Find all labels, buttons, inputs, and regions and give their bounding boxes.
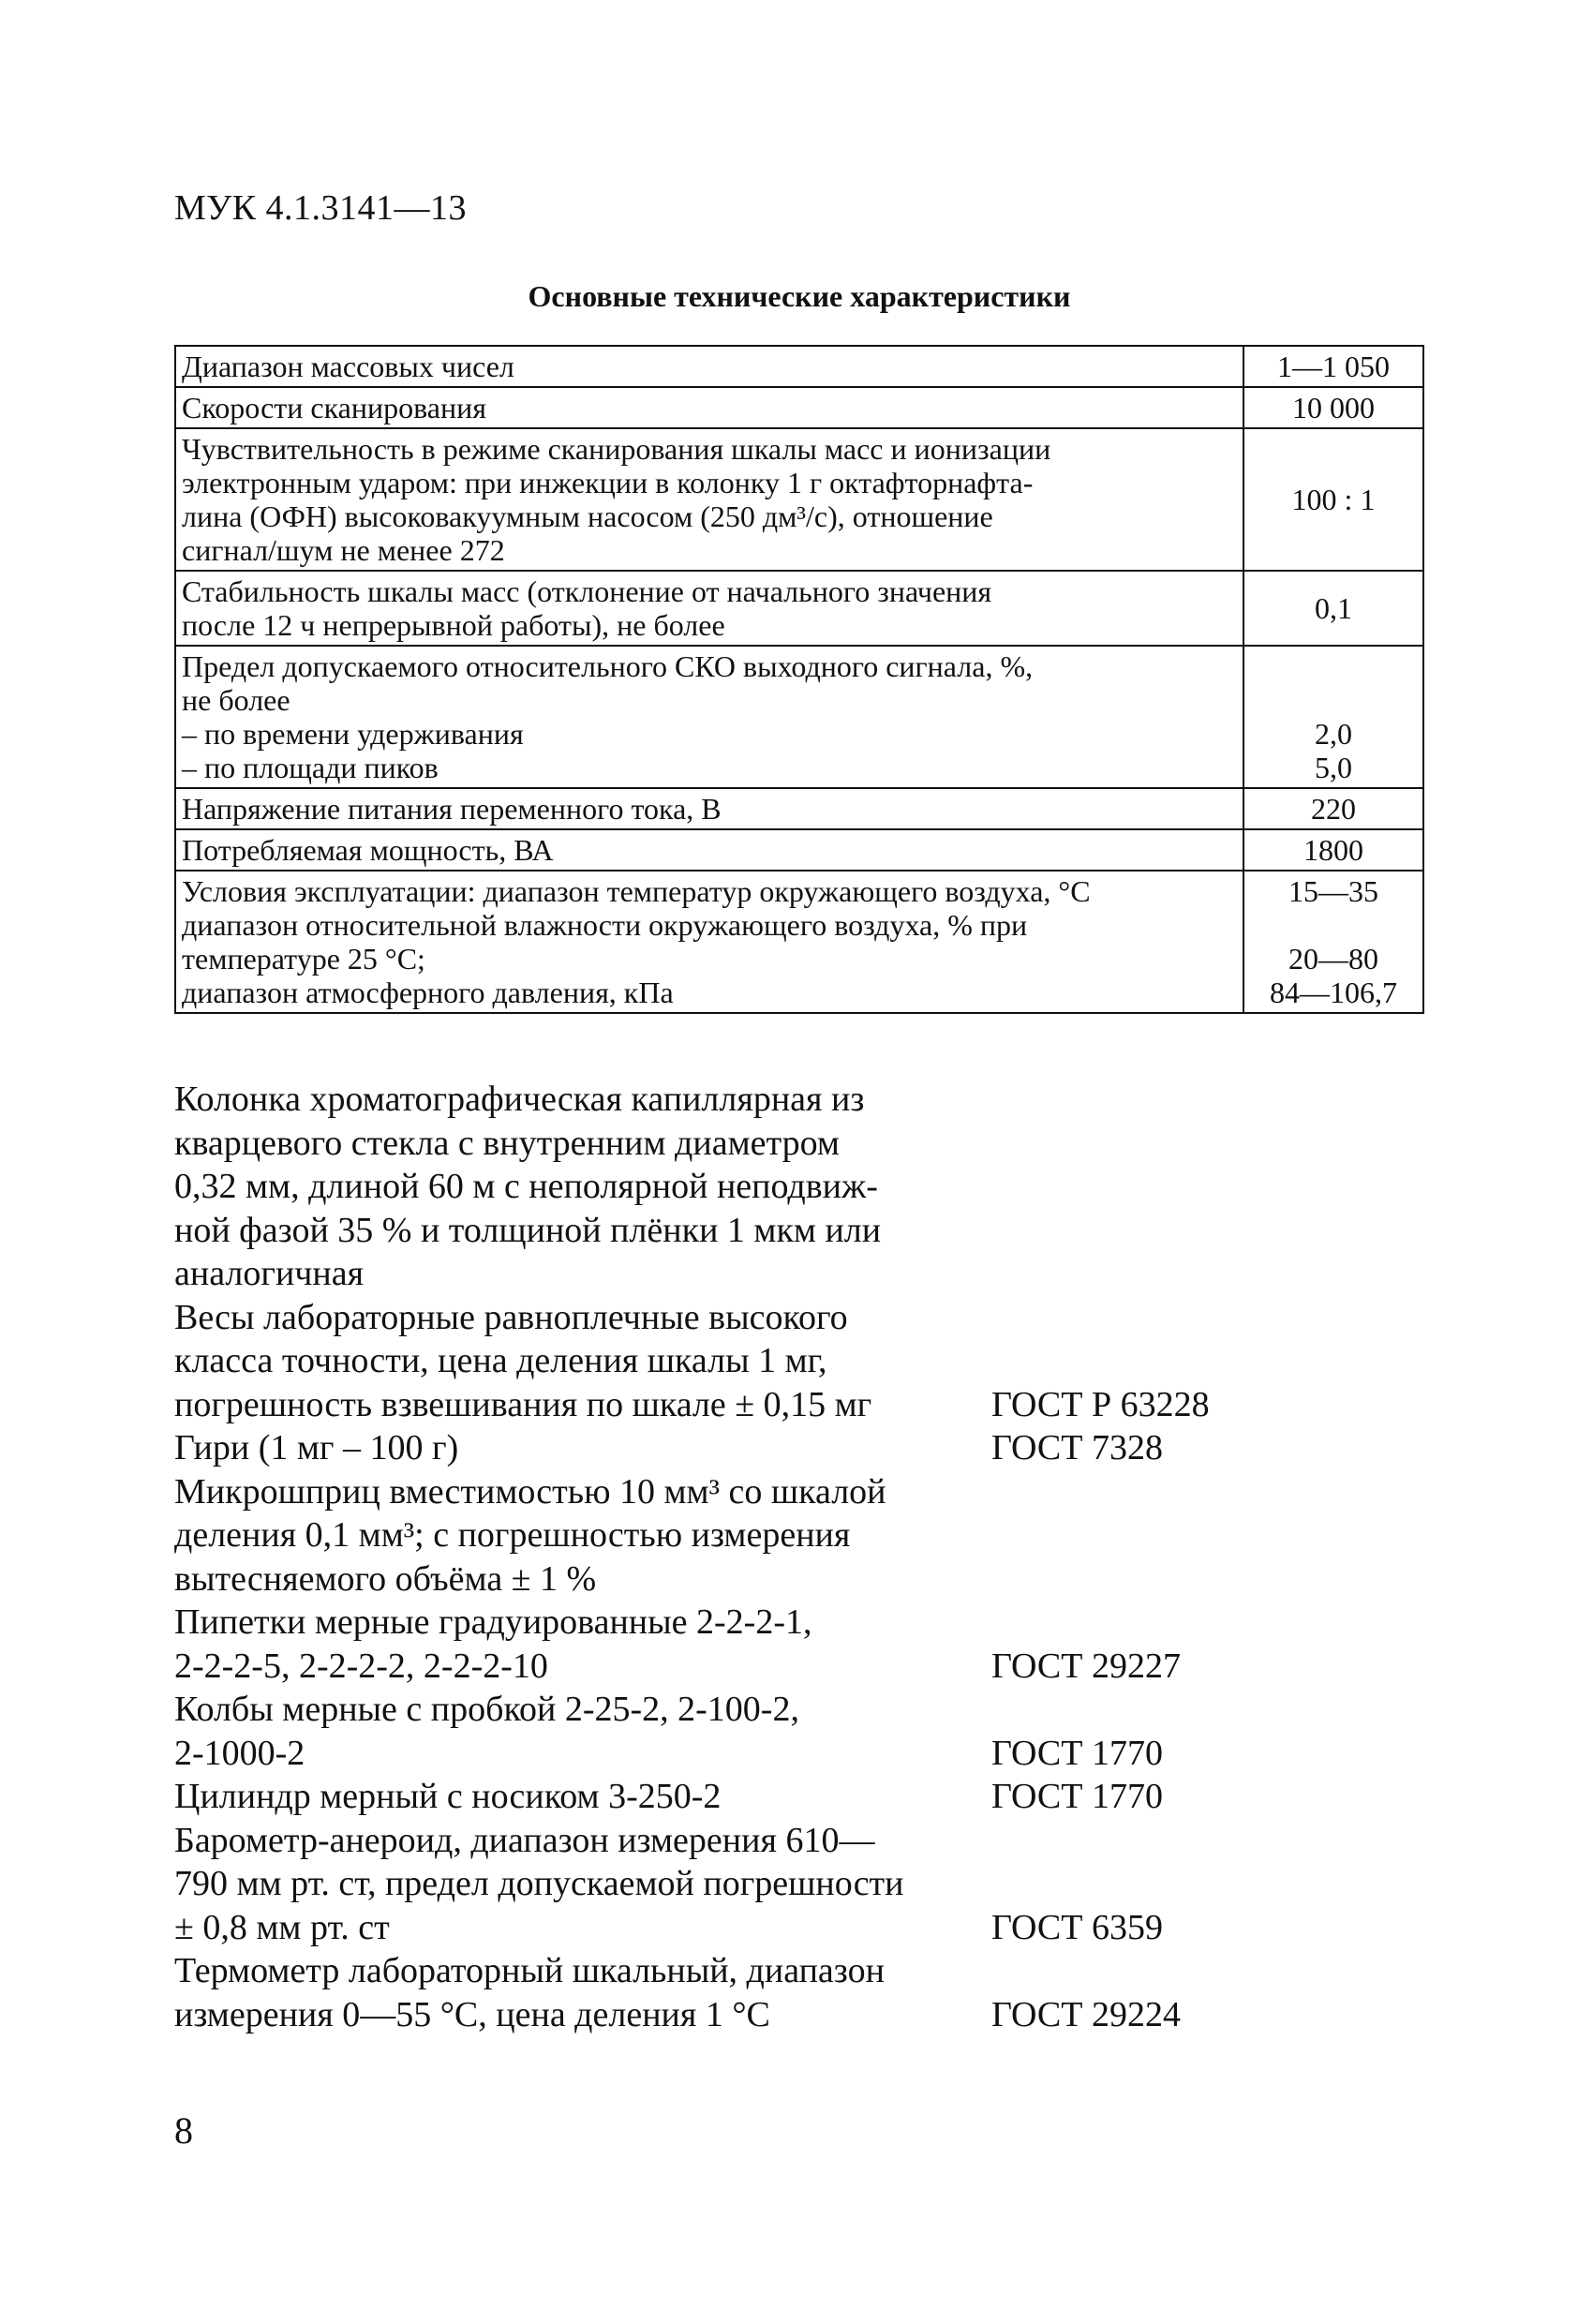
description-line: деления 0,1 мм³; с погрешностью измерения — [174, 1515, 851, 1555]
table-row — [175, 571, 1423, 646]
parameter-cell — [175, 829, 1243, 871]
value-cell — [1243, 387, 1423, 428]
value-line: 100 : 1 — [1291, 483, 1376, 516]
parameter-cell — [175, 387, 1243, 428]
equipment-description — [174, 1296, 991, 1427]
description-line: Гири (1 мг – 100 г) — [174, 1428, 459, 1467]
parameter-line: сигнал/шум не менее 272 — [182, 533, 505, 567]
document-code: МУК 4.1.3141—13 — [174, 188, 468, 228]
value-cell — [1243, 346, 1423, 387]
equipment-list — [174, 1078, 1449, 2036]
equipment-description — [174, 1601, 991, 1688]
value-line: 10 000 — [1292, 391, 1375, 425]
description-line: 2-2-2-5, 2-2-2-2, 2-2-2-10 — [174, 1646, 548, 1686]
parameter-line: лина (ОФН) высоковакуумным насосом (250 дм³/с), отношение — [182, 499, 993, 533]
description-line: 0,32 мм, длиной 60 м с неполярной неподвиж- — [174, 1167, 878, 1206]
value-cell — [1243, 646, 1423, 788]
parameter-cell — [175, 646, 1243, 788]
parameter-line: Напряжение питания переменного тока, В — [182, 792, 722, 826]
equipment-item — [174, 1819, 1449, 1950]
description-line: кварцевого стекла с внутренним диаметром — [174, 1123, 840, 1163]
value-line: 15—35 — [1288, 874, 1378, 908]
standard-code: ГОСТ 1770 — [991, 1777, 1163, 1816]
parameter-line: – по площади пиков — [182, 751, 439, 784]
equipment-description — [174, 1775, 991, 1819]
equipment-item — [174, 1078, 1449, 1296]
standard-code: ГОСТ 1770 — [991, 1733, 1163, 1773]
parameter-line: температуре 25 °С; — [182, 942, 425, 976]
parameter-line: Условия эксплуатации: диапазон температур окружающего воздуха, °С — [182, 874, 1091, 908]
parameter-line: диапазон атмосферного давления, кПа — [182, 976, 674, 1009]
parameter-line: Диапазон массовых чисел — [182, 350, 514, 383]
parameter-line: не более — [182, 683, 290, 717]
equipment-item — [174, 1296, 1449, 1427]
description-line: Цилиндр мерный с носиком 3-250-2 — [174, 1777, 722, 1816]
parameter-line: Стабильность шкалы масс (отклонение от начального значения — [182, 574, 992, 608]
parameter-cell — [175, 428, 1243, 571]
description-line: измерения 0—55 °С, цена деления 1 °С — [174, 1994, 770, 2034]
parameter-line: Предел допускаемого относительного СКО выходного сигнала, %, — [182, 649, 1034, 683]
description-line: Термометр лабораторный шкальный, диапазон — [174, 1951, 885, 1990]
parameter-cell — [175, 346, 1243, 387]
table-row — [175, 428, 1423, 571]
parameter-line: Скорости сканирования — [182, 391, 486, 425]
description-line: вытесняемого объёма ± 1 % — [174, 1558, 597, 1599]
equipment-description — [174, 1470, 991, 1601]
page-number: 8 — [174, 2109, 193, 2152]
parameter-line: электронным ударом: при инжекции в колонку 1 г октафторнафта- — [182, 466, 1034, 499]
table-title: Основные технические характеристики — [528, 279, 1071, 313]
table-row — [175, 871, 1423, 1013]
description-line: класса точности, цена деления шкалы 1 мг, — [174, 1341, 827, 1380]
specifications-table — [174, 345, 1424, 1014]
parameter-line: Чувствительность в режиме сканирования шкалы масс и ионизации — [182, 432, 1051, 466]
value-line: 2,0 — [1315, 717, 1352, 751]
description-line: Колонка хроматографическая капиллярная из — [174, 1080, 865, 1119]
equipment-item — [174, 1601, 1449, 1688]
equipment-description — [174, 1949, 991, 2036]
equipment-item — [174, 1688, 1449, 1775]
value-cell — [1243, 871, 1423, 1013]
parameter-line: Потребляемая мощность, ВА — [182, 833, 554, 867]
value-line: 1800 — [1303, 833, 1363, 867]
equipment-item — [174, 1775, 1449, 1819]
value-line — [1250, 908, 1417, 942]
standard-code: ГОСТ 7328 — [991, 1428, 1163, 1467]
standard-code: ГОСТ 29224 — [991, 1994, 1181, 2034]
table-row — [175, 829, 1423, 871]
parameter-cell — [175, 871, 1243, 1013]
description-line: погрешность взвешивания по шкале ± 0,15 мг — [174, 1384, 872, 1424]
standard-reference — [991, 1688, 1449, 1775]
value-line: 0,1 — [1315, 591, 1352, 625]
parameter-cell — [175, 571, 1243, 646]
table-row — [175, 788, 1423, 829]
value-line: 1—1 050 — [1277, 350, 1390, 383]
value-line — [1250, 683, 1417, 717]
description-line: Пипетки мерные градуированные 2-2-2-1, — [174, 1602, 812, 1642]
equipment-description — [174, 1688, 991, 1775]
standard-reference — [991, 1819, 1449, 1950]
value-line — [1250, 649, 1417, 683]
parameter-line: диапазон относительной влажности окружающего воздуха, % при — [182, 908, 1028, 942]
parameter-line: – по времени удерживания — [182, 717, 524, 751]
standard-reference — [991, 1426, 1449, 1470]
description-line: Весы лабораторные равноплечные высокого — [174, 1297, 848, 1337]
standard-reference — [991, 1601, 1449, 1688]
value-cell — [1243, 788, 1423, 829]
table-row — [175, 646, 1423, 788]
description-line: аналогичная — [174, 1254, 365, 1293]
standard-reference — [991, 1078, 1449, 1296]
description-line: Микрошприц вместимостью 10 мм³ со шкалой — [174, 1471, 886, 1512]
equipment-description — [174, 1078, 991, 1296]
description-line: 2-1000-2 — [174, 1733, 305, 1773]
equipment-item — [174, 1426, 1449, 1470]
standard-reference — [991, 1470, 1449, 1601]
table-row — [175, 346, 1423, 387]
value-line: 84—106,7 — [1270, 976, 1397, 1009]
standard-code: ГОСТ Р 63228 — [991, 1384, 1210, 1424]
value-line: 20—80 — [1288, 942, 1378, 976]
value-cell — [1243, 428, 1423, 571]
description-line: 790 мм рт. ст, предел допускаемой погрешности — [174, 1864, 904, 1903]
equipment-item — [174, 1949, 1449, 2036]
equipment-item — [174, 1470, 1449, 1601]
description-line: Барометр-анероид, диапазон измерения 610— — [174, 1820, 875, 1860]
standard-code: ГОСТ 6359 — [991, 1907, 1163, 1947]
equipment-description — [174, 1819, 991, 1950]
description-line: ной фазой 35 % и толщиной плёнки 1 мкм или — [174, 1210, 882, 1250]
parameter-cell — [175, 788, 1243, 829]
standard-code: ГОСТ 29227 — [991, 1646, 1181, 1686]
value-line: 5,0 — [1315, 751, 1352, 784]
description-line: Колбы мерные с пробкой 2-25-2, 2-100-2, — [174, 1690, 799, 1729]
description-line: ± 0,8 мм рт. ст — [174, 1907, 390, 1947]
standard-reference — [991, 1775, 1449, 1819]
value-line: 220 — [1311, 792, 1356, 826]
value-cell — [1243, 571, 1423, 646]
equipment-description — [174, 1426, 991, 1470]
standard-reference — [991, 1949, 1449, 2036]
table-row — [175, 387, 1423, 428]
value-cell — [1243, 829, 1423, 871]
parameter-line: после 12 ч непрерывной работы), не более — [182, 608, 725, 642]
standard-reference — [991, 1296, 1449, 1427]
